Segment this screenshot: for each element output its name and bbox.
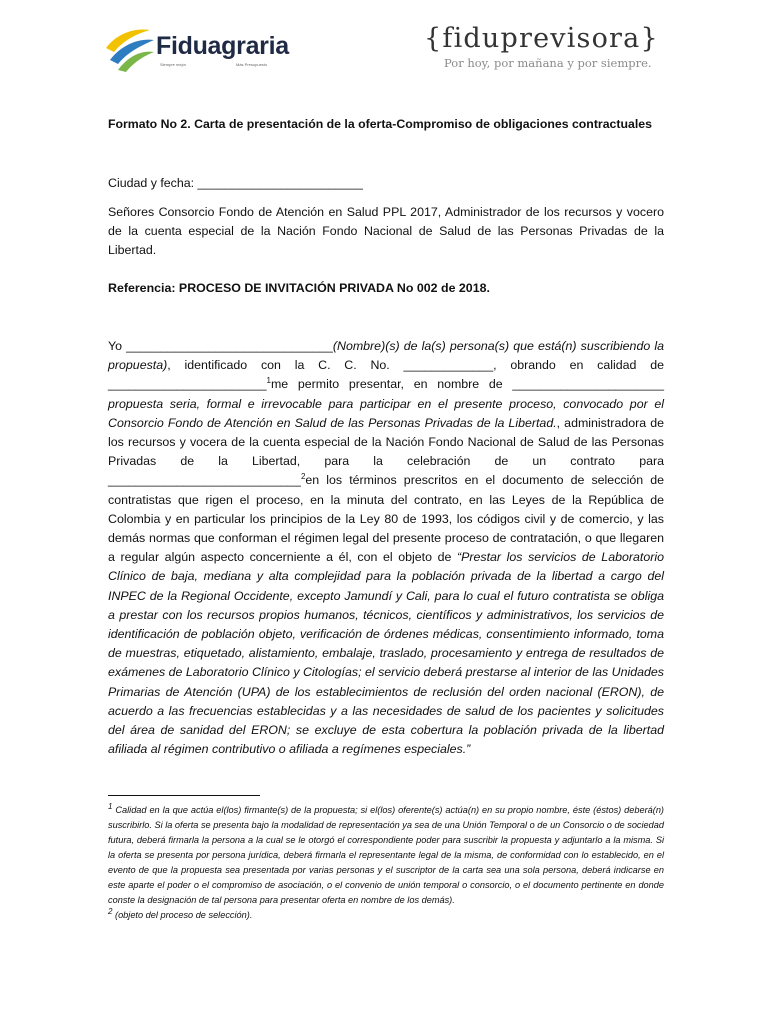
fiduprevisora-slogan: Por hoy, por mañana y por siempre.	[444, 56, 652, 70]
body-line-1: Yo ______________________________(Nombre)(s) de la(s) persona(s) que está(n) suscribiendo la	[108, 339, 664, 353]
body-continuation: propuesta seria, formal e irrevocable para participar en el presente proceso, convocado por el Consorcio Fondo de Atención en Salud de las Personas Privadas de la Libertad., administradora de los recursos y vocera de la cuenta especial de la Nación Fondo Nacional de Salud de las Personas Privadas de la Libertad, para la celebración de un contrato para ____________________________$^2$en los términos prescritos en el documento de selección de contratistas que rigen el proceso, en la minuta del contrato, en las Leyes de la República de Colombia y en particular los principios de la Ley 80 de 1993, los códigos civil y de comercio, y las demás normas que conforman el régimen legal del presente proceso de contratación, o que llegaren a regular algún aspecto concerniente a él, con el objeto de “Prestar los servicios de Laboratorio Clínico de baja, mediana y alta complejidad para la población privada de la libertad a cargo del INPEC de la Regional Occidente, excepto Jamundí y Cali, para lo cual el futuro contratista se obliga a prestar con los recursos propios humanos, técnicos, científicos y administrativos, los servicios de identificación de población objeto, verificación de órdenes médicas, consentimiento informado, toma de muestras, etiquetado, alistamiento, embalaje, traslado, procesamiento y entrega de resultados de exámenes de Laboratorio Clínico y Citologías; el servicio deberá prestarse al interior de las Unidades Primarias de Atención (UPA) de los establecimientos de reclusión del orden nacional (ERON), de acuerdo a las frecuencias establecidas y a las necesidades de salud de los pacientes y solicitudes del área de sanidad del ERON; se excluye de esta cobertura la población privada de la libertad afiliada al régimen contributivo o afiliada a regímenes especiales.”	[108, 396, 664, 757]
footnote-separator	[108, 795, 260, 796]
body-paragraph	[108, 337, 664, 759]
addressee-paragraph: Señores Consorcio Fondo de Atención en Salud PPL 2017, Administrador de los recursos y vocero de la cuenta especial de la Nación Fondo Nacional de Salud de las Personas Privadas de la Libertad.	[108, 205, 664, 258]
body-line-3: _______________________$^1$me permito presentar, en nombre de ______________________	[108, 376, 664, 392]
fiduprevisora-logo	[424, 24, 669, 76]
body-line-2: propuesta), identificado con la C. C. No. _____________, obrando en calidad de	[108, 358, 664, 373]
contract-object-quote: “Prestar los servicios de Laboratorio Clínico de baja, mediana y alta complejidad para la población privada de la libertad a cargo del INPEC de la Regional Occidente, excepto Jamundí y Cali, para lo cual el futuro contratista se obliga a prestar con los recursos propios humanos, técnicos, científicos y administrativos, los servicios de identificación de población objeto, verificación de órdenes médicas, consentimiento informado, toma de muestras, etiquetado, alistamiento, embalaje, traslado, procesamiento y entrega de resultados de exámenes de Laboratorio Clínico y Citologías; el servicio deberá prestarse al interior de las Unidades Primarias de Atención (UPA) de los establecimientos de reclusión del orden nacional (ERON), de acuerdo a las frecuencias establecidas y a las necesidades de salud de los pacientes y solicitudes del área de sanidad del ERON; se excluye de esta cobertura la población privada de la libertad afiliada al régimen contributivo o afiliada a regímenes especiales.”	[108, 550, 664, 757]
city-date-line: Ciudad y fecha: ________________________	[108, 176, 363, 190]
fiduagraria-wordmark: Fiduagraria	[156, 32, 289, 60]
fiduagraria-tagline-right: Más Presupuesto	[236, 62, 268, 67]
footnote-1: $^1$ Calidad en la que actúa el(los) firmante(s) de la propuesta; si el(los) oferente(s) actúa(n) en su propio nombre, éste (éstos) deberá(n) suscribirlo. Si la oferta se presenta bajo la modalidad de representación ya sea de una Unión Temporal o de un Consorcio o de sociedad futura, deberá firmarla la persona a la cual se le otorgó el correspondiente poder para suscribir la propuesta y adjuntarlo a la misma. Si la oferta se presenta por persona jurídica, deberá firmarla el representante legal de la misma, de conformidad con lo establecido, en el evento de que la propuesta sea presentada por varias personas y el suscriptor de la carta sea una sola persona, deberá indicarse en este aparte el poder o el compromiso de asociación, o el convenio de unión temporal o consorcio, o el documento pertinente en donde conste la designación de tal persona para presentar oferta en nombre de los demás).	[108, 801, 664, 905]
footnote-ref-2: 2	[300, 472, 306, 482]
fiduagraria-swoosh-icon	[104, 26, 156, 72]
footnote-ref-1: 1	[266, 376, 271, 386]
fiduprevisora-wordmark: {fiduprevisora}	[424, 23, 659, 54]
fiduagraria-logo	[104, 26, 289, 72]
footnote-2: $^2$ (objeto del proceso de selección).	[108, 906, 253, 920]
reference-line: Referencia: PROCESO DE INVITACIÓN PRIVADA No 002 de 2018.	[108, 281, 490, 295]
footnotes	[108, 803, 664, 923]
document-title: Formato No 2. Carta de presentación de la oferta-Compromiso de obligaciones contractuales	[108, 117, 652, 131]
fiduagraria-tagline-left: Siempre mejor	[160, 62, 187, 67]
